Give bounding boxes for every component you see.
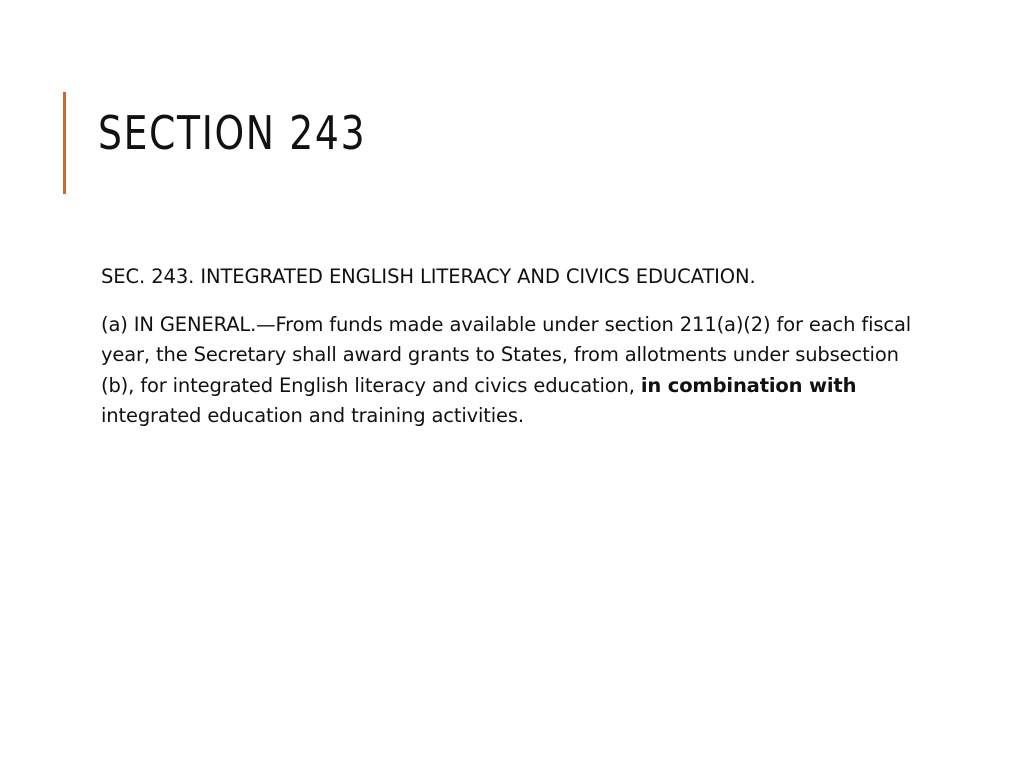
paragraph-bold-phrase: in combination with <box>640 373 857 397</box>
paragraph-text-start: (a) IN GENERAL.—From funds made available under section 211(a)(2) for each fiscal year, the Secretary shall award grants to States, from allotments under subsection (b), for integrated English literacy and civics education, <box>101 312 912 397</box>
section-paragraph <box>101 310 916 432</box>
paragraph-text-end: integrated education and training activities. <box>101 404 524 427</box>
title-accent-bar <box>63 92 66 194</box>
slide-title: SECTION 243 <box>98 106 367 160</box>
slide-body <box>101 262 931 432</box>
section-heading: SEC. 243. INTEGRATED ENGLISH LITERACY AND CIVICS EDUCATION. <box>101 265 756 288</box>
